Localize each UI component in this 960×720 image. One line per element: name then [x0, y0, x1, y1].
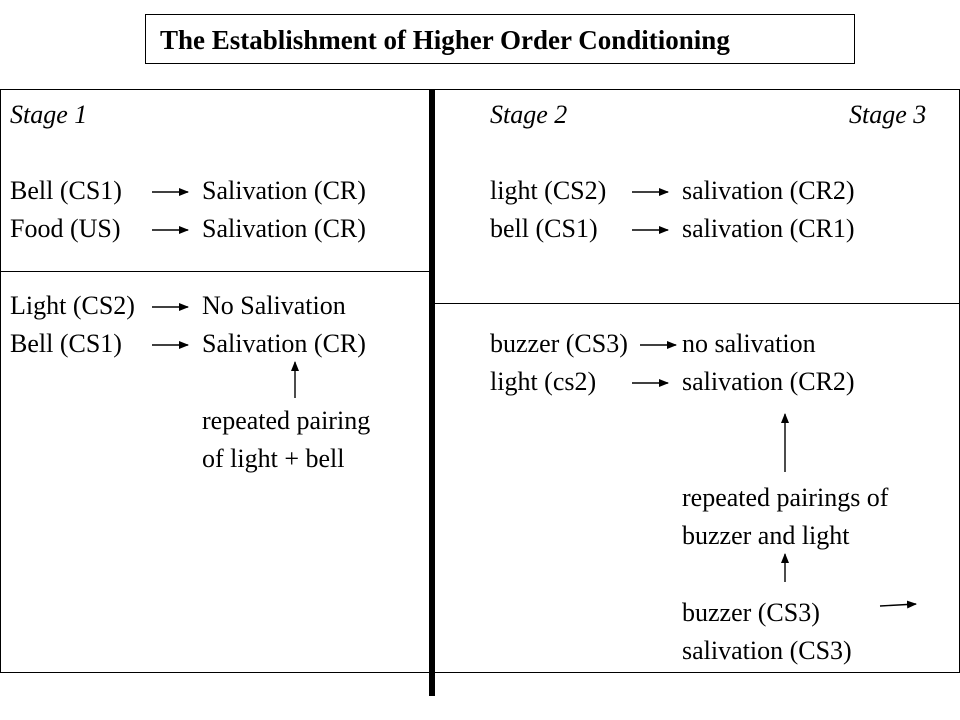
right-top-response-1: salivation (CR2) — [682, 176, 855, 205]
right-bottom-stimulus-2: light (cs2) — [490, 367, 597, 396]
left-bottom-stimulus-2: Bell (CS1) — [10, 329, 122, 358]
left-top-stimulus-2: Food (US) — [10, 214, 121, 243]
right-result-line-1: buzzer (CS3) — [682, 598, 820, 627]
stage-1-label: Stage 1 — [10, 100, 88, 129]
stage-2-label: Stage 2 — [490, 100, 568, 129]
right-note-line-2: buzzer and light — [682, 521, 850, 550]
stage-3-label: Stage 3 — [849, 100, 927, 129]
left-top-response-1: Salivation (CR) — [202, 176, 366, 205]
left-bottom-response-2: Salivation (CR) — [202, 329, 366, 358]
left-top-stimulus-1: Bell (CS1) — [10, 176, 122, 205]
left-top-response-2: Salivation (CR) — [202, 214, 366, 243]
right-bottom-response-2: salivation (CR2) — [682, 367, 855, 396]
right-bottom-response-1: no salivation — [682, 329, 816, 358]
center-divider — [429, 89, 435, 696]
left-section-divider — [0, 271, 432, 272]
diagram-title: The Establishment of Higher Order Conditioning — [145, 14, 855, 64]
right-bottom-stimulus-1: buzzer (CS3) — [490, 329, 628, 358]
left-note-line-1: repeated pairing — [202, 406, 371, 435]
right-note-line-1: repeated pairings of — [682, 483, 889, 512]
left-note-line-2: of light + bell — [202, 444, 345, 473]
right-result-line-2: salivation (CS3) — [682, 636, 852, 665]
left-bottom-stimulus-1: Light (CS2) — [10, 291, 135, 320]
right-top-stimulus-1: light (CS2) — [490, 176, 607, 205]
right-top-response-2: salivation (CR1) — [682, 214, 855, 243]
right-section-divider — [432, 303, 960, 304]
right-top-stimulus-2: bell (CS1) — [490, 214, 598, 243]
left-bottom-response-1: No Salivation — [202, 291, 346, 320]
